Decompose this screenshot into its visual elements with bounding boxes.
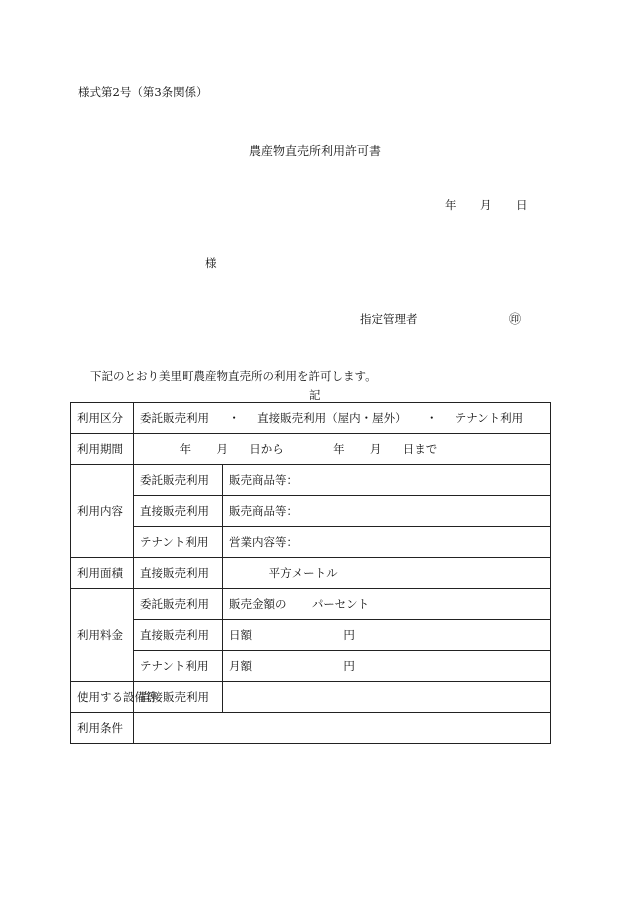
fee-value-tenant	[223, 651, 551, 682]
area-value	[223, 558, 551, 589]
fee-prefix: 月額	[229, 659, 252, 673]
usage-separator: ・	[425, 411, 438, 425]
seal-mark: ㊞	[509, 312, 522, 326]
fee-prefix: 販売金額の	[229, 597, 287, 611]
permit-table	[70, 402, 551, 744]
manager-label: 指定管理者	[360, 312, 418, 326]
fee-type-direct: 直接販売利用	[134, 620, 223, 651]
date-year-label: 年	[445, 198, 457, 212]
fee-value-consignment	[223, 589, 551, 620]
date-day-label: 日	[516, 198, 528, 212]
fee-label: 利用料金	[71, 589, 134, 682]
usage-category-options	[134, 403, 551, 434]
period-day-to: 日まで	[402, 442, 438, 456]
table-row	[71, 465, 551, 496]
content-field-consignment: 販売商品等：	[223, 465, 551, 496]
usage-option-tenant: テナント利用	[454, 411, 524, 425]
form-number: 様式第2号（第3条関係）	[78, 85, 208, 99]
period-month-to: 月	[369, 442, 382, 456]
content-type-direct: 直接販売利用	[134, 496, 223, 527]
usage-category-label: 利用区分	[71, 403, 134, 434]
table-row	[71, 620, 551, 651]
period-month-from: 月	[216, 442, 228, 456]
period-value	[134, 434, 551, 465]
ki-heading: 記	[309, 388, 321, 402]
period-year-to: 年	[333, 442, 345, 456]
fee-suffix: 円	[343, 659, 355, 673]
table-row	[71, 589, 551, 620]
usage-option-consignment: 委託販売利用	[140, 411, 209, 425]
fee-type-tenant: テナント利用	[134, 651, 223, 682]
period-day-from: 日から	[249, 442, 284, 456]
content-label: 利用内容	[71, 465, 134, 558]
usage-option-direct: 直接販売利用（屋内・屋外）	[257, 411, 407, 425]
area-type: 直接販売利用	[134, 558, 223, 589]
table-row	[71, 651, 551, 682]
table-row	[71, 682, 551, 713]
table-row	[71, 527, 551, 558]
period-label: 利用期間	[71, 434, 134, 465]
equipment-type: 直接販売利用	[134, 682, 223, 713]
content-field-tenant: 営業内容等：	[223, 527, 551, 558]
date-month-label: 月	[480, 198, 492, 212]
intro-text: 下記のとおり美里町農産物直売所の利用を許可します。	[90, 369, 377, 383]
fee-prefix: 日額	[229, 628, 252, 642]
content-field-direct: 販売商品等：	[223, 496, 551, 527]
fee-type-consignment: 委託販売利用	[134, 589, 223, 620]
conditions-value	[134, 713, 551, 744]
document-title: 農産物直売所利用許可書	[248, 144, 381, 158]
area-label: 利用面積	[71, 558, 134, 589]
equipment-value	[223, 682, 551, 713]
table-row	[71, 434, 551, 465]
table-row	[71, 713, 551, 744]
conditions-label: 利用条件	[71, 713, 134, 744]
table-row	[71, 403, 551, 434]
fee-suffix: パーセント	[311, 597, 370, 611]
fee-value-direct	[223, 620, 551, 651]
fee-suffix: 円	[343, 628, 355, 642]
area-unit: 平方メートル	[268, 566, 338, 580]
addressee-suffix: 様	[205, 256, 217, 270]
period-year-from: 年	[179, 442, 192, 456]
content-type-tenant: テナント利用	[134, 527, 223, 558]
content-type-consignment: 委託販売利用	[134, 465, 223, 496]
equipment-label: 使用する設備等	[71, 682, 134, 713]
table-row	[71, 558, 551, 589]
table-row	[71, 496, 551, 527]
usage-separator: ・	[228, 411, 240, 425]
